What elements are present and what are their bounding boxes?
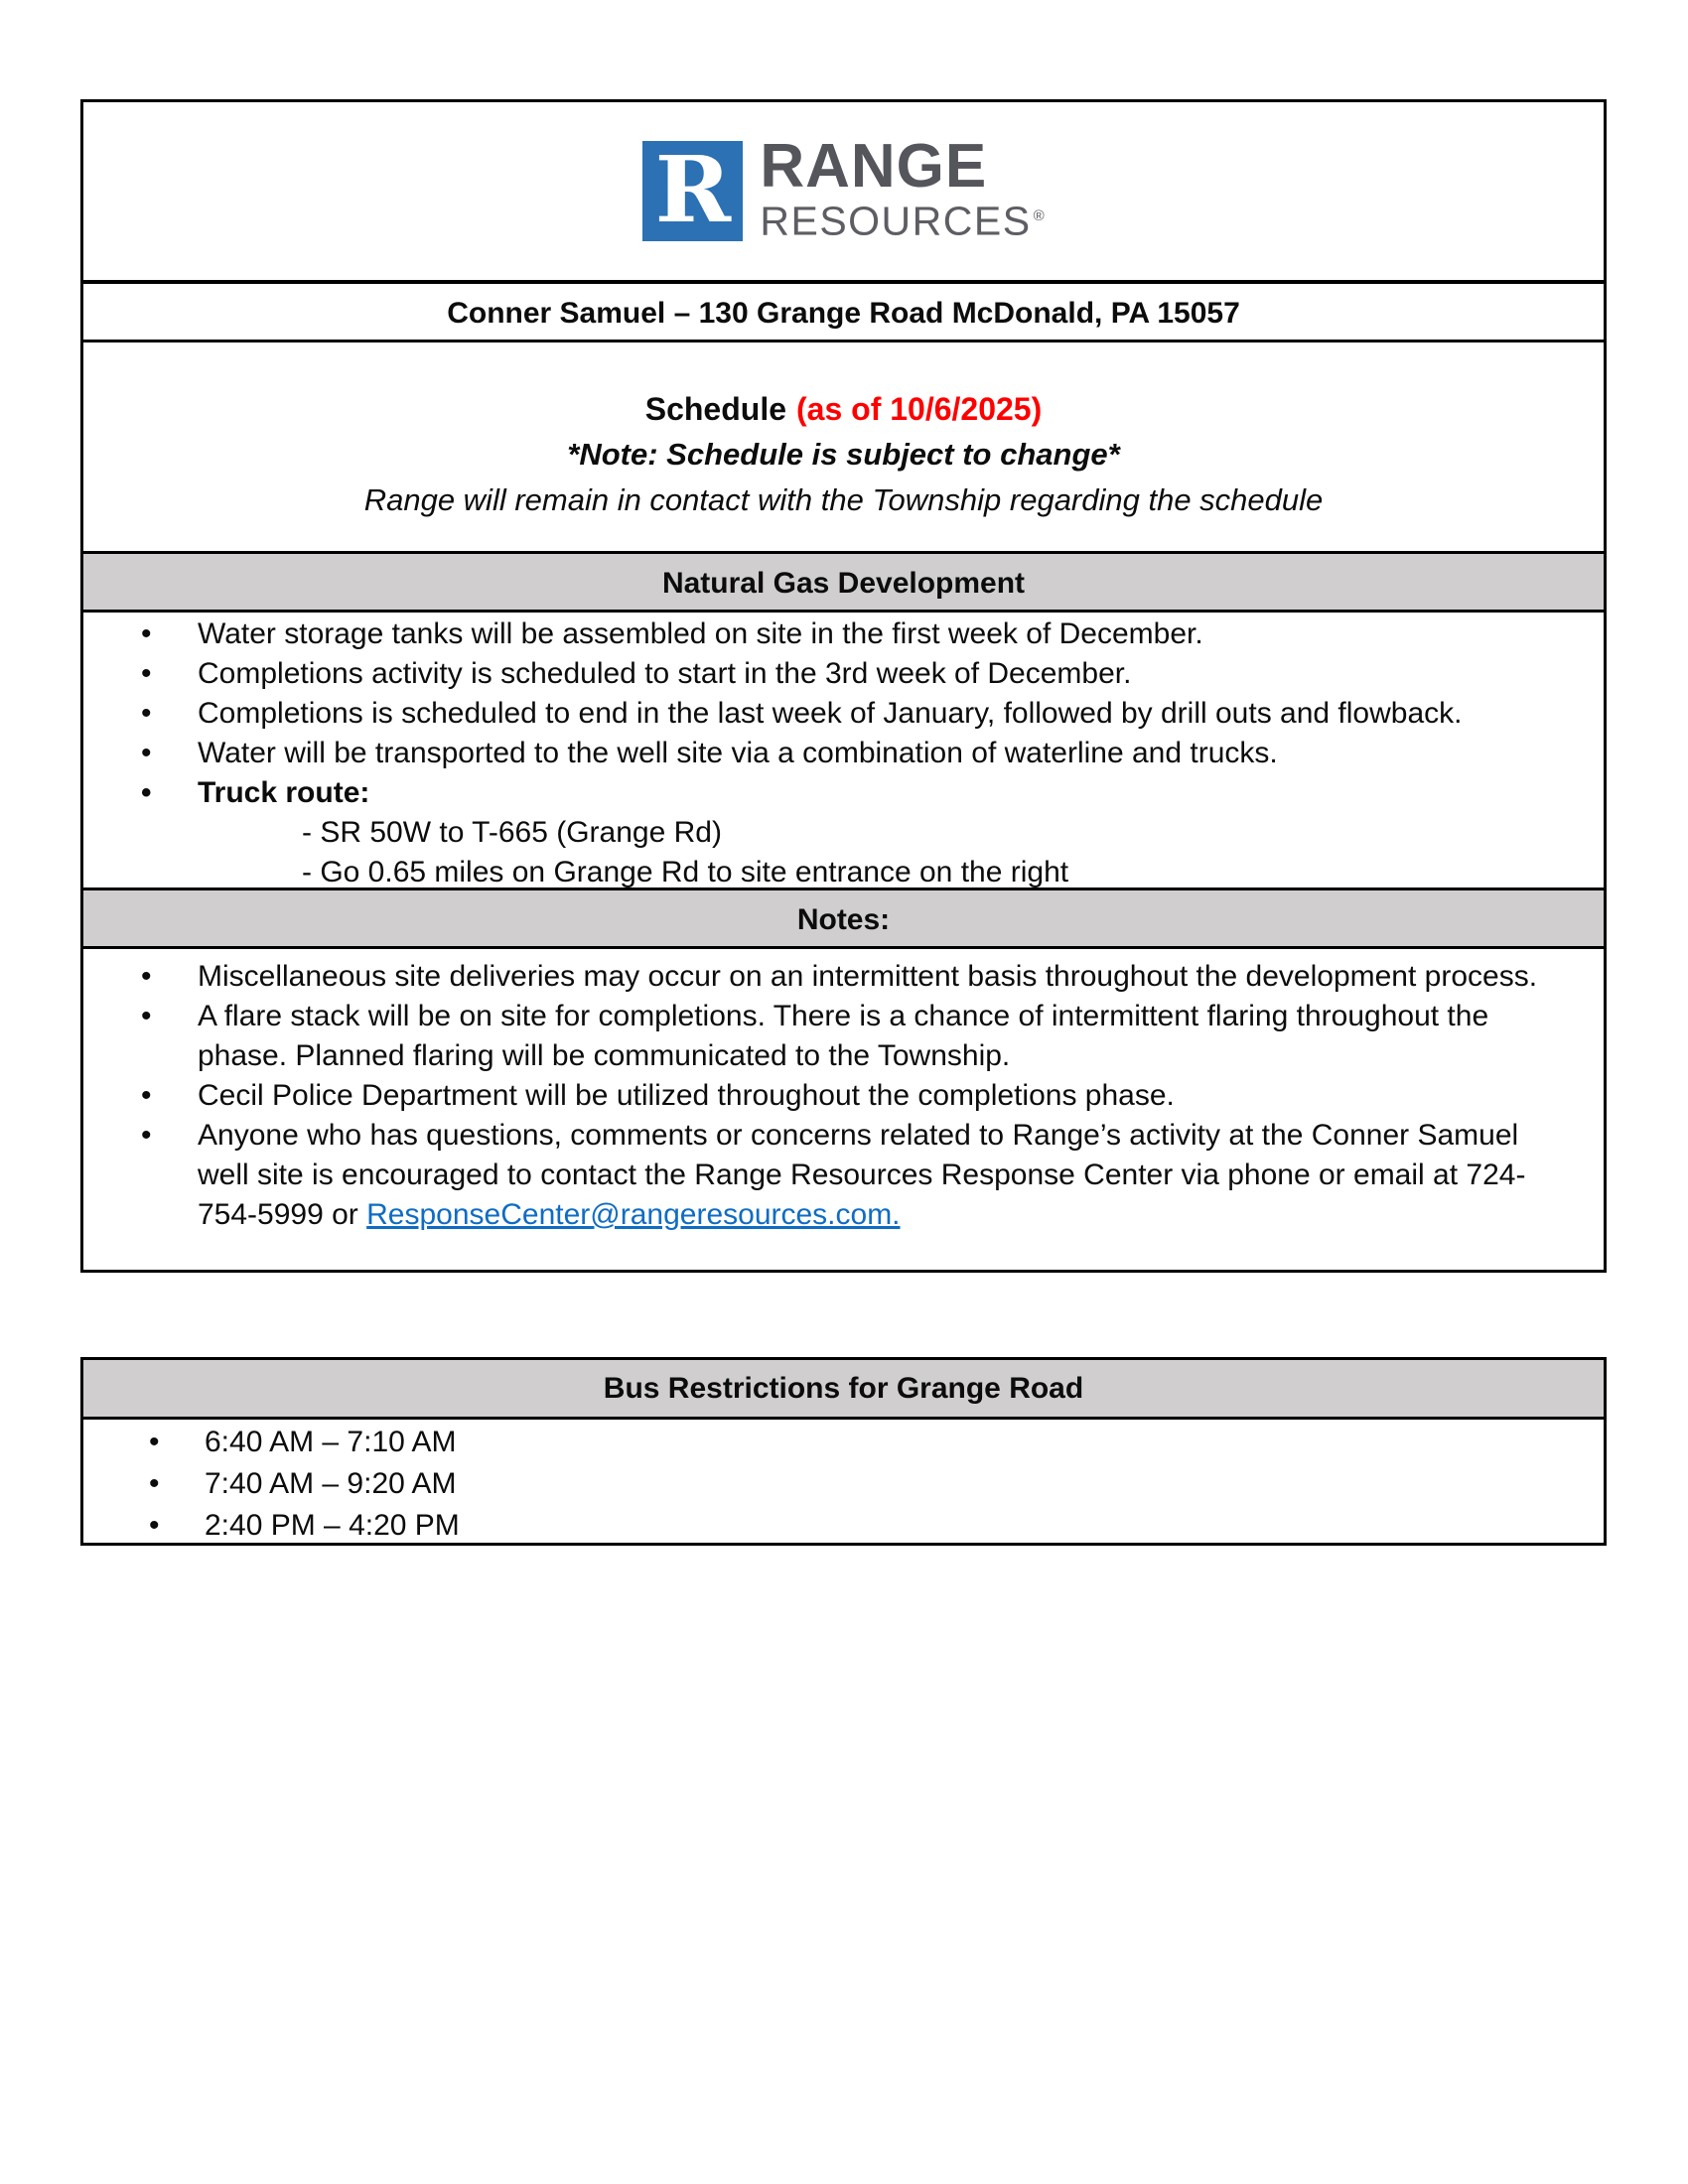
section-header-notes: Notes: xyxy=(83,887,1604,946)
contact-text: Anyone who has questions, comments or concerns related to Range’s activity at the Conner Samuel well site is encouraged to contact the Range Resources Response Center via phone or email at 724-754-5999 or xyxy=(198,1119,1526,1231)
range-resources-logo xyxy=(642,132,1045,244)
logo-wordmark-resources: RESOURCES ® xyxy=(760,198,1045,244)
logo-wordmark xyxy=(760,132,1045,244)
list-item: • Cecil Police Department will be utilized throughout the completions phase. xyxy=(83,1076,1604,1116)
notes-bullet-list xyxy=(83,957,1604,1235)
schedule-notice-table xyxy=(80,99,1607,1273)
bus-restrictions-table xyxy=(80,1357,1607,1546)
truck-route-step: - SR 50W to T-665 (Grange Rd) xyxy=(302,816,722,849)
list-item: • Miscellaneous site deliveries may occur on an intermittent basis throughout the development process. xyxy=(83,957,1604,997)
development-bullet-list xyxy=(83,614,1604,813)
section-header-bus-restrictions: Bus Restrictions for Grange Road xyxy=(83,1360,1604,1417)
schedule-label: Schedule xyxy=(644,391,786,427)
truck-route-step: - Go 0.65 miles on Grange Rd to site entrance on the right xyxy=(302,856,1069,888)
schedule-as-of-date: (as of 10/6/2025) xyxy=(796,391,1043,427)
logo-row xyxy=(83,102,1604,280)
list-item-bus-time: • 2:40 PM – 4:20 PM xyxy=(83,1505,1604,1547)
list-item-bus-time: • 6:40 AM – 7:10 AM xyxy=(83,1422,1604,1463)
list-item-contact xyxy=(83,1116,1604,1235)
logo-wordmark-range: RANGE xyxy=(760,132,988,202)
registered-trademark-symbol: ® xyxy=(1033,207,1045,225)
response-center-email-link[interactable]: ResponseCenter@rangeresources.com. xyxy=(366,1198,901,1231)
schedule-change-note: *Note: Schedule is subject to change* xyxy=(567,437,1120,472)
bus-times-list xyxy=(83,1422,1604,1547)
list-item: • Completions activity is scheduled to start in the 3rd week of December. xyxy=(83,654,1604,694)
list-item: • A flare stack will be on site for completions. There is a chance of intermittent flaring throughout the phase. Planned flaring will be communicated to the Township. xyxy=(83,997,1604,1076)
range-logo-mark-icon xyxy=(642,141,743,241)
list-item-bus-time: • 7:40 AM – 9:20 AM xyxy=(83,1463,1604,1505)
schedule-township-line: Range will remain in contact with the Township regarding the schedule xyxy=(363,482,1324,517)
logo-letter: R xyxy=(654,141,732,241)
notes-bullets-row xyxy=(83,946,1604,1270)
development-bullets-row xyxy=(83,610,1604,887)
schedule-heading-row xyxy=(83,340,1604,551)
schedule-title-line xyxy=(83,386,1604,432)
section-header-natural-gas-development: Natural Gas Development xyxy=(83,551,1604,610)
list-item: • Water will be transported to the well site via a combination of waterline and trucks. xyxy=(83,734,1604,773)
list-item-truck-route: • Truck route: xyxy=(83,773,1604,813)
bus-times-row xyxy=(83,1417,1604,1543)
list-item: • Completions is scheduled to end in the last week of January, followed by drill outs and flowback. xyxy=(83,694,1604,734)
site-title-row xyxy=(83,280,1604,340)
site-title: Conner Samuel – 130 Grange Road McDonald, PA 15057 xyxy=(447,297,1240,330)
list-item: • Water storage tanks will be assembled on site in the first week of December. xyxy=(83,614,1604,654)
